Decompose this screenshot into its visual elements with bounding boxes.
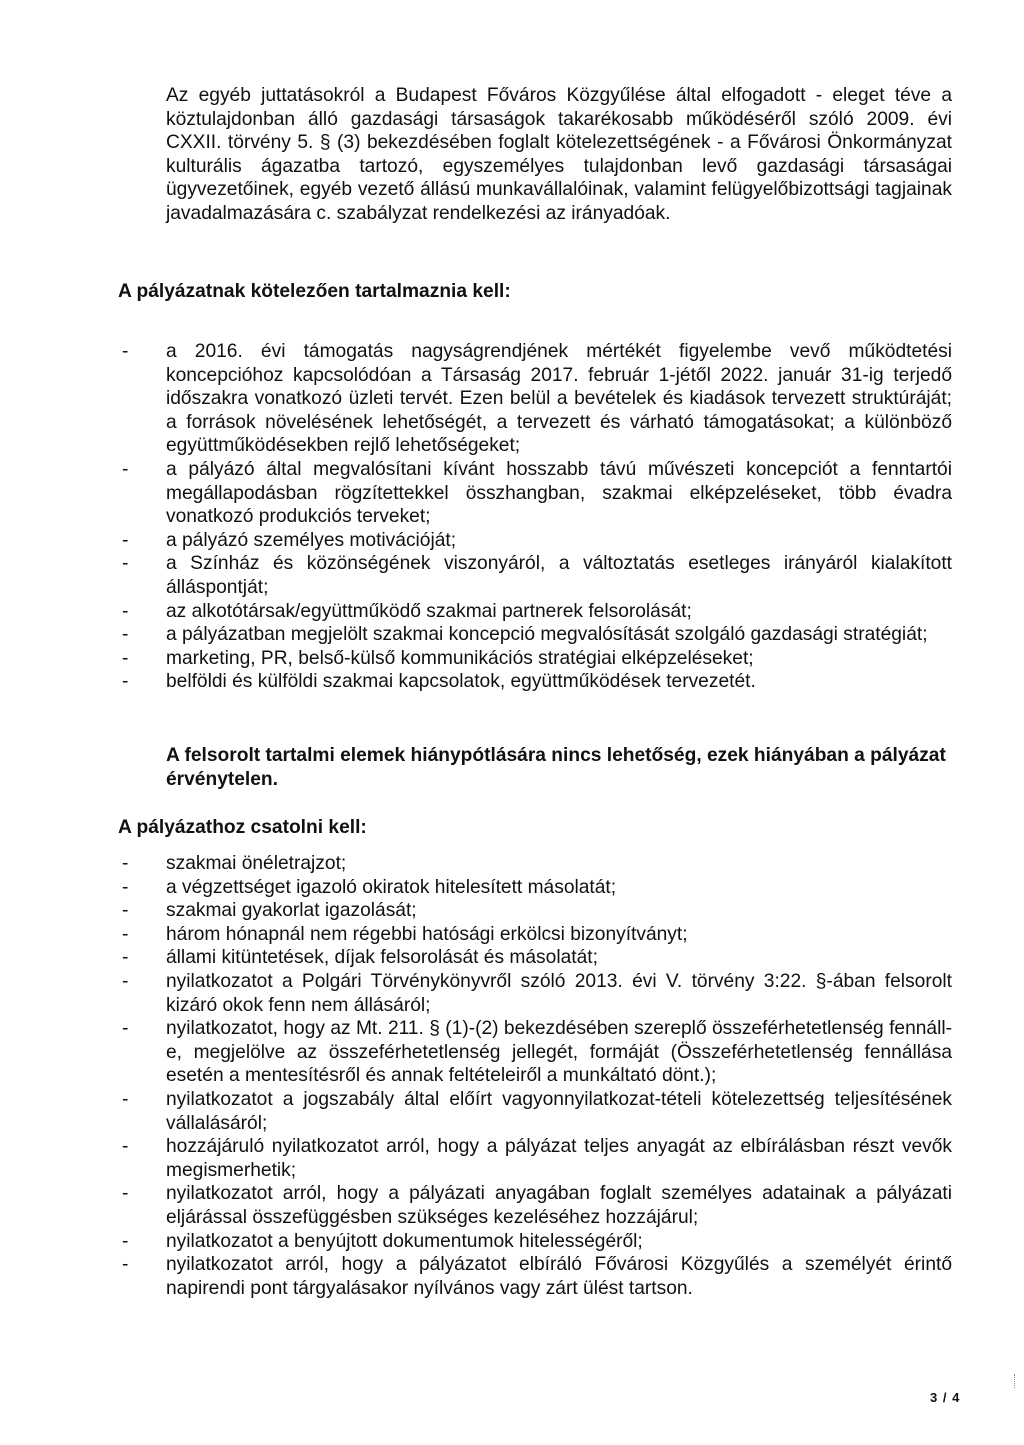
list-item: - állami kitüntetések, díjak felsorolását és másolatát; [118, 946, 952, 970]
list-item: - belföldi és külföldi szakmai kapcsolatok, együttműködések tervezetét. [118, 670, 952, 694]
list-item: - nyilatkozatot arról, hogy a pályázati anyagában foglalt személyes adatainak a pályázati eljárással összefüggésben szükséges kezeléséhez hozzájárul; [118, 1182, 952, 1229]
list-item: - szakmai gyakorlat igazolását; [118, 899, 952, 923]
list-item: - három hónapnál nem régebbi hatósági erkölcsi bizonyítványt; [118, 923, 952, 947]
list-item: - marketing, PR, belső-külső kommunikációs stratégiai elképzeléseket; [118, 647, 952, 671]
page-number: 3 / 4 [930, 1390, 961, 1405]
invalidity-note: A felsorolt tartalmi elemek hiánypótlására nincs lehetőség, ezek hiányában a pályázat érvénytelen. [166, 745, 946, 790]
list-item: - a pályázó személyes motivációját; [118, 529, 952, 553]
list-item: - nyilatkozatot, hogy az Mt. 211. § (1)-(2) bekezdésében szereplő összeférhetetlenség fennáll-e, megjelölve az összeférhetetlenség jellegét, formáját (Összeférhetetlenség fennállása esetén a mentesítésről és annak feltételeiről a munkáltató dönt.); [118, 1017, 952, 1088]
attachments-list [118, 852, 952, 1300]
list-item: - nyilatkozatot arról, hogy a pályázatot elbíráló Fővárosi Közgyűlés a személyét érintő napirendi pont tárgyalásakor nyílvános vagy zárt ülést tartson. [118, 1253, 952, 1300]
list-item: - szakmai önéletrajzot; [118, 852, 952, 876]
list-item: - a végzettséget igazoló okiratok hitelesített másolatát; [118, 876, 952, 900]
list-item: - a pályázó által megvalósítani kívánt hosszabb távú művészeti koncepciót a fenntartói megállapodásban rögzítettekkel összhangban, szakmai elképzeléseket, több évadra vonatkozó produkciós terveket; [118, 458, 952, 529]
list-item: - a 2016. évi támogatás nagyságrendjének mértékét figyelembe vevő működtetési koncepcióhoz kapcsolódóan a Társaság 2017. február 1-jétől 2022. január 31-ig terjedő időszakra vonatkozó üzleti tervét. Ezen belül a bevételek és kiadások tervezett struktúráját; a források növelésének lehetőségét, a tervezett és várható támogatásokat; a különböző együttműködésekben rejlő lehetőségeket; [118, 340, 952, 458]
list-item: - az alkotótársak/együttműködő szakmai partnerek felsorolását; [118, 600, 952, 624]
scan-margin-mark [1014, 1374, 1016, 1388]
content-requirements-list [118, 340, 952, 694]
intro-paragraph: Az egyéb juttatásokról a Budapest Főváros Közgyűlése által elfogadott - eleget téve a köztulajdonban álló gazdasági társaságok takarékosabb működéséről szóló 2009. évi CXXII. törvény 5. § (3) bekezdésében foglalt kötelezettségének - a Fővárosi Önkormányzat kulturális ágazatba tartozó, egyszemélyes tulajdonban levő gazdasági társaságai ügyvezetőinek, egyéb vezető állású munkavállalóinak, valamint felügyelőbizottsági tagjainak javadalmazására c. szabályzat rendelkezési az irányadóak. [166, 85, 952, 224]
list-item: - a Színház és közönségének viszonyáról, a változtatás esetleges irányáról kialakított álláspontját; [118, 552, 952, 599]
list-item: - nyilatkozatot a Polgári Törvénykönyvről szóló 2013. évi V. törvény 3:22. §-ában felsorolt kizáró okok fenn nem állásáról; [118, 970, 952, 1017]
list-item: - a pályázatban megjelölt szakmai koncepció megvalósítását szolgáló gazdasági stratégiát; [118, 623, 952, 647]
list-item: - nyilatkozatot a jogszabály által előírt vagyonnyilatkozat-tételi kötelezettség teljesítésének vállalásáról; [118, 1088, 952, 1135]
attachments-heading: A pályázathoz csatolni kell: [118, 817, 367, 838]
list-item: - hozzájáruló nyilatkozatot arról, hogy a pályázat teljes anyagát az elbírálásban részt vevők megismerhetik; [118, 1135, 952, 1182]
content-requirements-heading: A pályázatnak kötelezően tartalmaznia kell: [118, 281, 511, 302]
list-item: - nyilatkozatot a benyújtott dokumentumok hitelességéről; [118, 1230, 952, 1254]
